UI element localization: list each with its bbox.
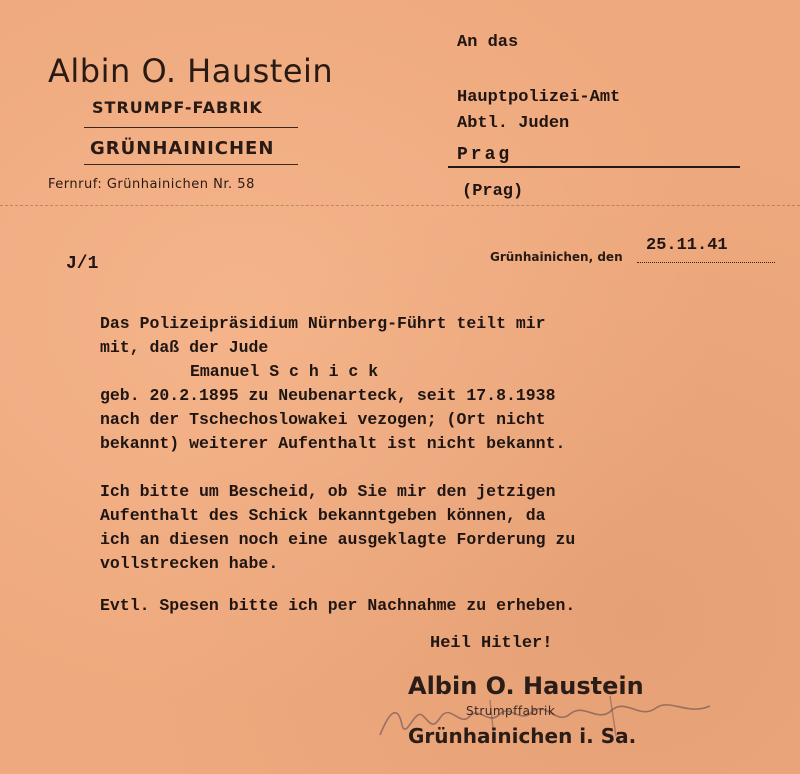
recipient-city-note: (Prag) <box>462 182 524 201</box>
letterhead-divider-bottom <box>84 164 298 165</box>
date-dotted-line <box>637 262 775 264</box>
stamp-company-name: Albin O. Haustein <box>408 672 644 700</box>
body-line: bekannt) weiterer Aufenthalt ist nicht bekannt. <box>100 434 566 453</box>
recipient-line-1: An das <box>457 33 519 52</box>
recipient-line-2: Hauptpolizei-Amt <box>457 88 621 107</box>
recipient-line-3: Abtl. Juden <box>457 114 570 133</box>
body-line: Evtl. Spesen bitte ich per Nachnahme zu erheben. <box>100 596 576 615</box>
recipient-city: Prag <box>457 145 513 165</box>
company-name: Albin O. Haustein <box>48 52 334 90</box>
body-line: vollstrecken habe. <box>100 554 279 573</box>
stamp-town: Grünhainichen i. Sa. <box>408 724 637 748</box>
fold-line <box>0 205 800 207</box>
body-line: nach der Tschechoslowakei vezogen; (Ort nicht <box>100 410 546 429</box>
body-line: geb. 20.2.1895 zu Neubenarteck, seit 17.8.1938 <box>100 386 556 405</box>
body-line: Aufenthalt des Schick bekanntgeben können, da <box>100 506 546 525</box>
closing-greeting: Heil Hitler! <box>430 634 553 653</box>
body-line: Emanuel S c h i c k <box>190 362 379 381</box>
body-line: mit, daß der Jude <box>100 338 269 357</box>
body-line: Das Polizeipräsidium Nürnberg-Führt teilt mir <box>100 314 546 333</box>
company-town: GRÜNHAINICHEN <box>90 138 275 159</box>
company-subtitle: STRUMPF-FABRIK <box>92 98 263 117</box>
company-phone: Fernruf: Grünhainichen Nr. 58 <box>48 177 255 192</box>
date-label: Grünhainichen, den <box>490 250 623 264</box>
letterhead-divider-top <box>84 127 298 128</box>
reference-mark: J/1 <box>66 254 99 274</box>
date-value: 25.11.41 <box>646 236 728 255</box>
stamp-subtitle: Strumpffabrik <box>466 704 556 718</box>
address-underline <box>448 166 740 168</box>
body-line: ich an diesen noch eine ausgeklagte Forderung zu <box>100 530 576 549</box>
body-line: Ich bitte um Bescheid, ob Sie mir den jetzigen <box>100 482 556 501</box>
